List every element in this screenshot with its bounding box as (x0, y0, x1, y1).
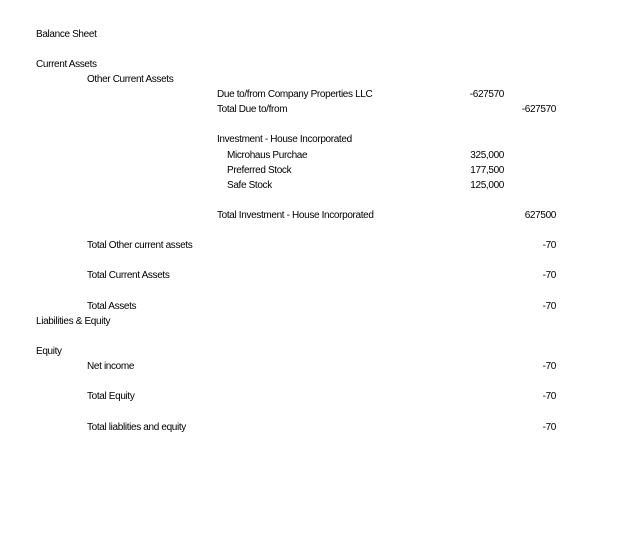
total-due-to-from-value: -627570 (521, 104, 556, 115)
total-other-current-assets-label: Total Other current assets (87, 240, 193, 251)
total-liabilities-equity-value: -70 (542, 422, 556, 433)
investment-item-value: 325,000 (470, 150, 504, 161)
total-due-to-from-label: Total Due to/from (217, 104, 288, 115)
investment-item-value: 125,000 (470, 180, 504, 191)
due-to-from-line-label: Due to/from Company Properties LLC (217, 89, 373, 100)
equity-heading: Equity (36, 346, 62, 357)
total-equity-label: Total Equity (87, 391, 135, 402)
investment-heading: Investment - House Incorporated (217, 134, 352, 145)
liabilities-equity-heading: Liabilities & Equity (36, 316, 111, 327)
sheet-title: Balance Sheet (36, 29, 97, 40)
total-assets-value: -70 (542, 301, 556, 312)
total-liabilities-equity-label: Total liablities and equity (87, 422, 186, 433)
total-investment-value: 627500 (524, 210, 556, 221)
investment-item-label: Microhaus Purchae (227, 150, 308, 161)
net-income-value: -70 (542, 361, 556, 372)
total-current-assets-value: -70 (542, 270, 556, 281)
other-current-assets-heading: Other Current Assets (87, 74, 174, 85)
total-investment-label: Total Investment - House Incorporated (217, 210, 374, 221)
net-income-label: Net income (87, 361, 135, 372)
total-current-assets-label: Total Current Assets (87, 270, 170, 281)
investment-item-label: Preferred Stock (227, 165, 292, 176)
total-assets-label: Total Assets (87, 301, 137, 312)
investment-item-value: 177,500 (470, 165, 504, 176)
total-other-current-assets-value: -70 (542, 240, 556, 251)
due-to-from-line-value: -627570 (469, 89, 504, 100)
investment-item-label: Safe Stock (227, 180, 272, 191)
total-equity-value: -70 (542, 391, 556, 402)
current-assets-heading: Current Assets (36, 59, 97, 70)
